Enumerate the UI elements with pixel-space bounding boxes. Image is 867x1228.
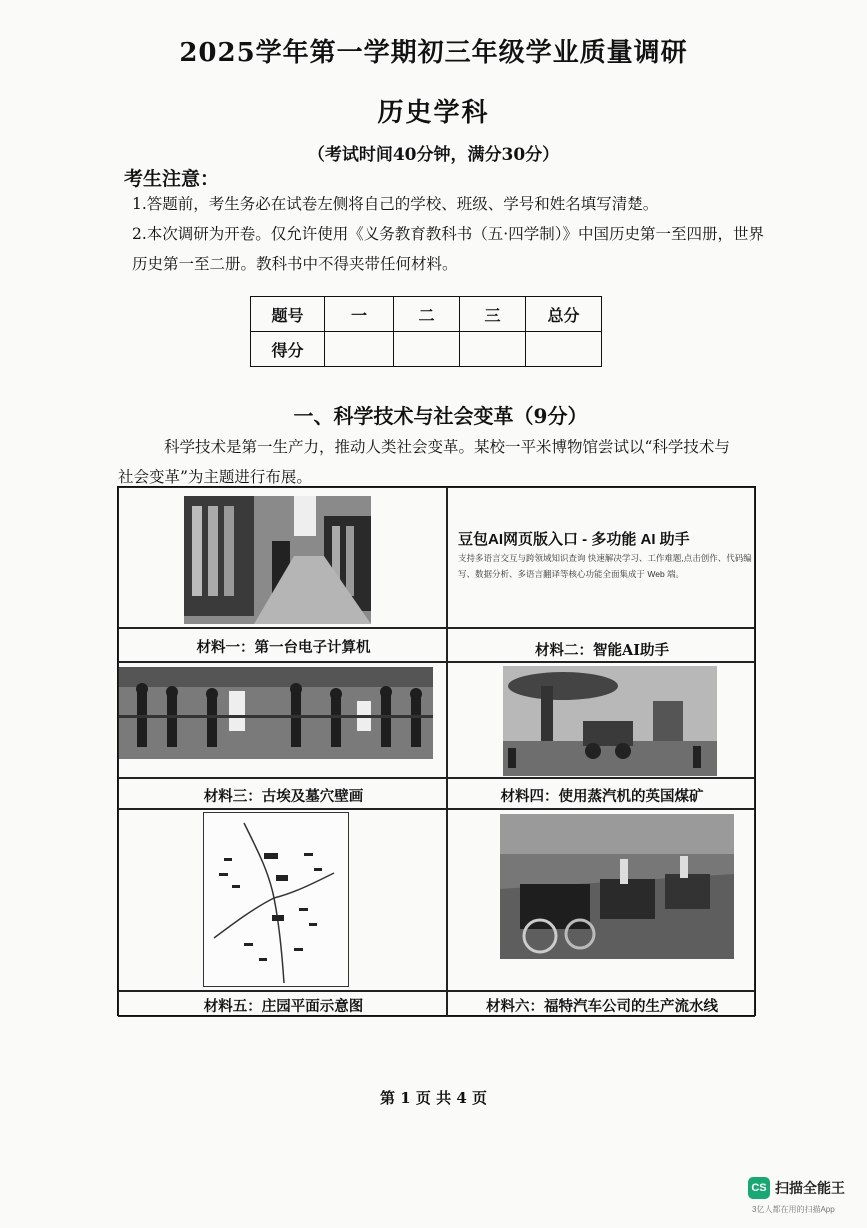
score-input-cell[interactable] [460,332,526,367]
material-4-caption-cell [447,778,755,809]
materials-grid [117,486,756,1016]
notice-item-1: 1.答题前，考生务必在试卷左侧将自己的学校、班级、学号和姓名填写清楚。 [132,195,659,213]
scanner-app-tagline: 3亿人都在用的扫描App [752,1205,835,1214]
score-table-cell: 总分 [526,297,602,332]
section-intro: 科学技术是第一生产力，推动人类社会变革。某校一平米博物馆尝试以“科学技术与社会变革”为主题进行布展。 [118,438,730,486]
ai-ad-description: 支持多语言交互与跨领域知识查询 快速解决学习、工作难题,点击创作、代码编写、数据分析、多语言翻译等核心功能全面集成于 Web 端。 [458,553,752,579]
score-table-cell: 题号 [251,297,325,332]
score-table-cell: 三 [460,297,526,332]
material-5-caption: 材料五：庄园平面示意图 [203,998,364,1015]
material-1-cell [118,487,447,628]
manor-map-image [204,813,349,987]
score-table-cell: 二 [394,297,460,332]
ford-assembly-line-photo [500,814,734,959]
material-4-caption: 材料四：使用蒸汽机的英国煤矿 [500,788,704,805]
ancient-egypt-tomb-mural [119,667,433,759]
coal-mine-image [503,666,717,776]
material-1-caption: 材料一：第一台电子计算机 [196,639,371,656]
material-2-caption: 材料二：智能AI助手 [534,642,670,659]
camscanner-logo-icon: CS [748,1177,770,1199]
score-input-cell[interactable] [526,332,602,367]
first-electronic-computer-photo [184,496,371,624]
exam-info: （考试时间40分钟，满分30分） [307,145,560,165]
score-input-cell[interactable] [394,332,460,367]
notice-heading: 考生注意： [124,168,220,190]
material-3-caption-cell [118,778,447,809]
subject-title: 历史学科 [377,98,490,128]
material-3-caption: 材料三：古埃及墓穴壁画 [203,788,364,805]
score-table-cell: 一 [325,297,394,332]
manor-layout-map [203,812,349,987]
ai-ad-title: 豆包AI网页版入口 - 多功能 AI 助手 [458,531,690,548]
page-number: 第 1 页 共 4 页 [380,1089,487,1107]
material-5-caption-cell [118,991,447,1017]
score-input-cell[interactable] [325,332,394,367]
material-4-cell [447,662,755,778]
steam-engine-coal-mine-illustration [503,666,717,776]
material-2-cell [447,487,755,628]
score-table-header-row [251,297,602,332]
material-6-caption-cell [447,991,755,1017]
scanner-app-name: 扫描全能王 [775,1180,845,1196]
score-table-score-row [251,332,602,367]
material-2-caption-cell [447,628,755,662]
mural-image [119,667,433,759]
score-table-cell: 得分 [251,332,325,367]
notice-item-2: 2.本次调研为开卷。仅允许使用《义务教育教科书（五·四学制）》中国历史第一至四册，世界历史第一至二册。教科书中不得夹带任何材料。 [132,225,764,273]
material-3-cell [118,662,447,778]
material-6-cell [447,809,755,991]
exam-title: 2025学年第一学期初三年级学业质量调研 [179,38,688,68]
score-table [250,296,602,367]
material-5-cell [118,809,447,991]
computer-room-image [184,496,371,624]
material-6-caption: 材料六：福特汽车公司的生产流水线 [486,998,718,1015]
assembly-line-image [500,814,734,959]
material-1-caption-cell [118,628,447,662]
section-title: 一、科学技术与社会变革（9分） [293,404,588,428]
